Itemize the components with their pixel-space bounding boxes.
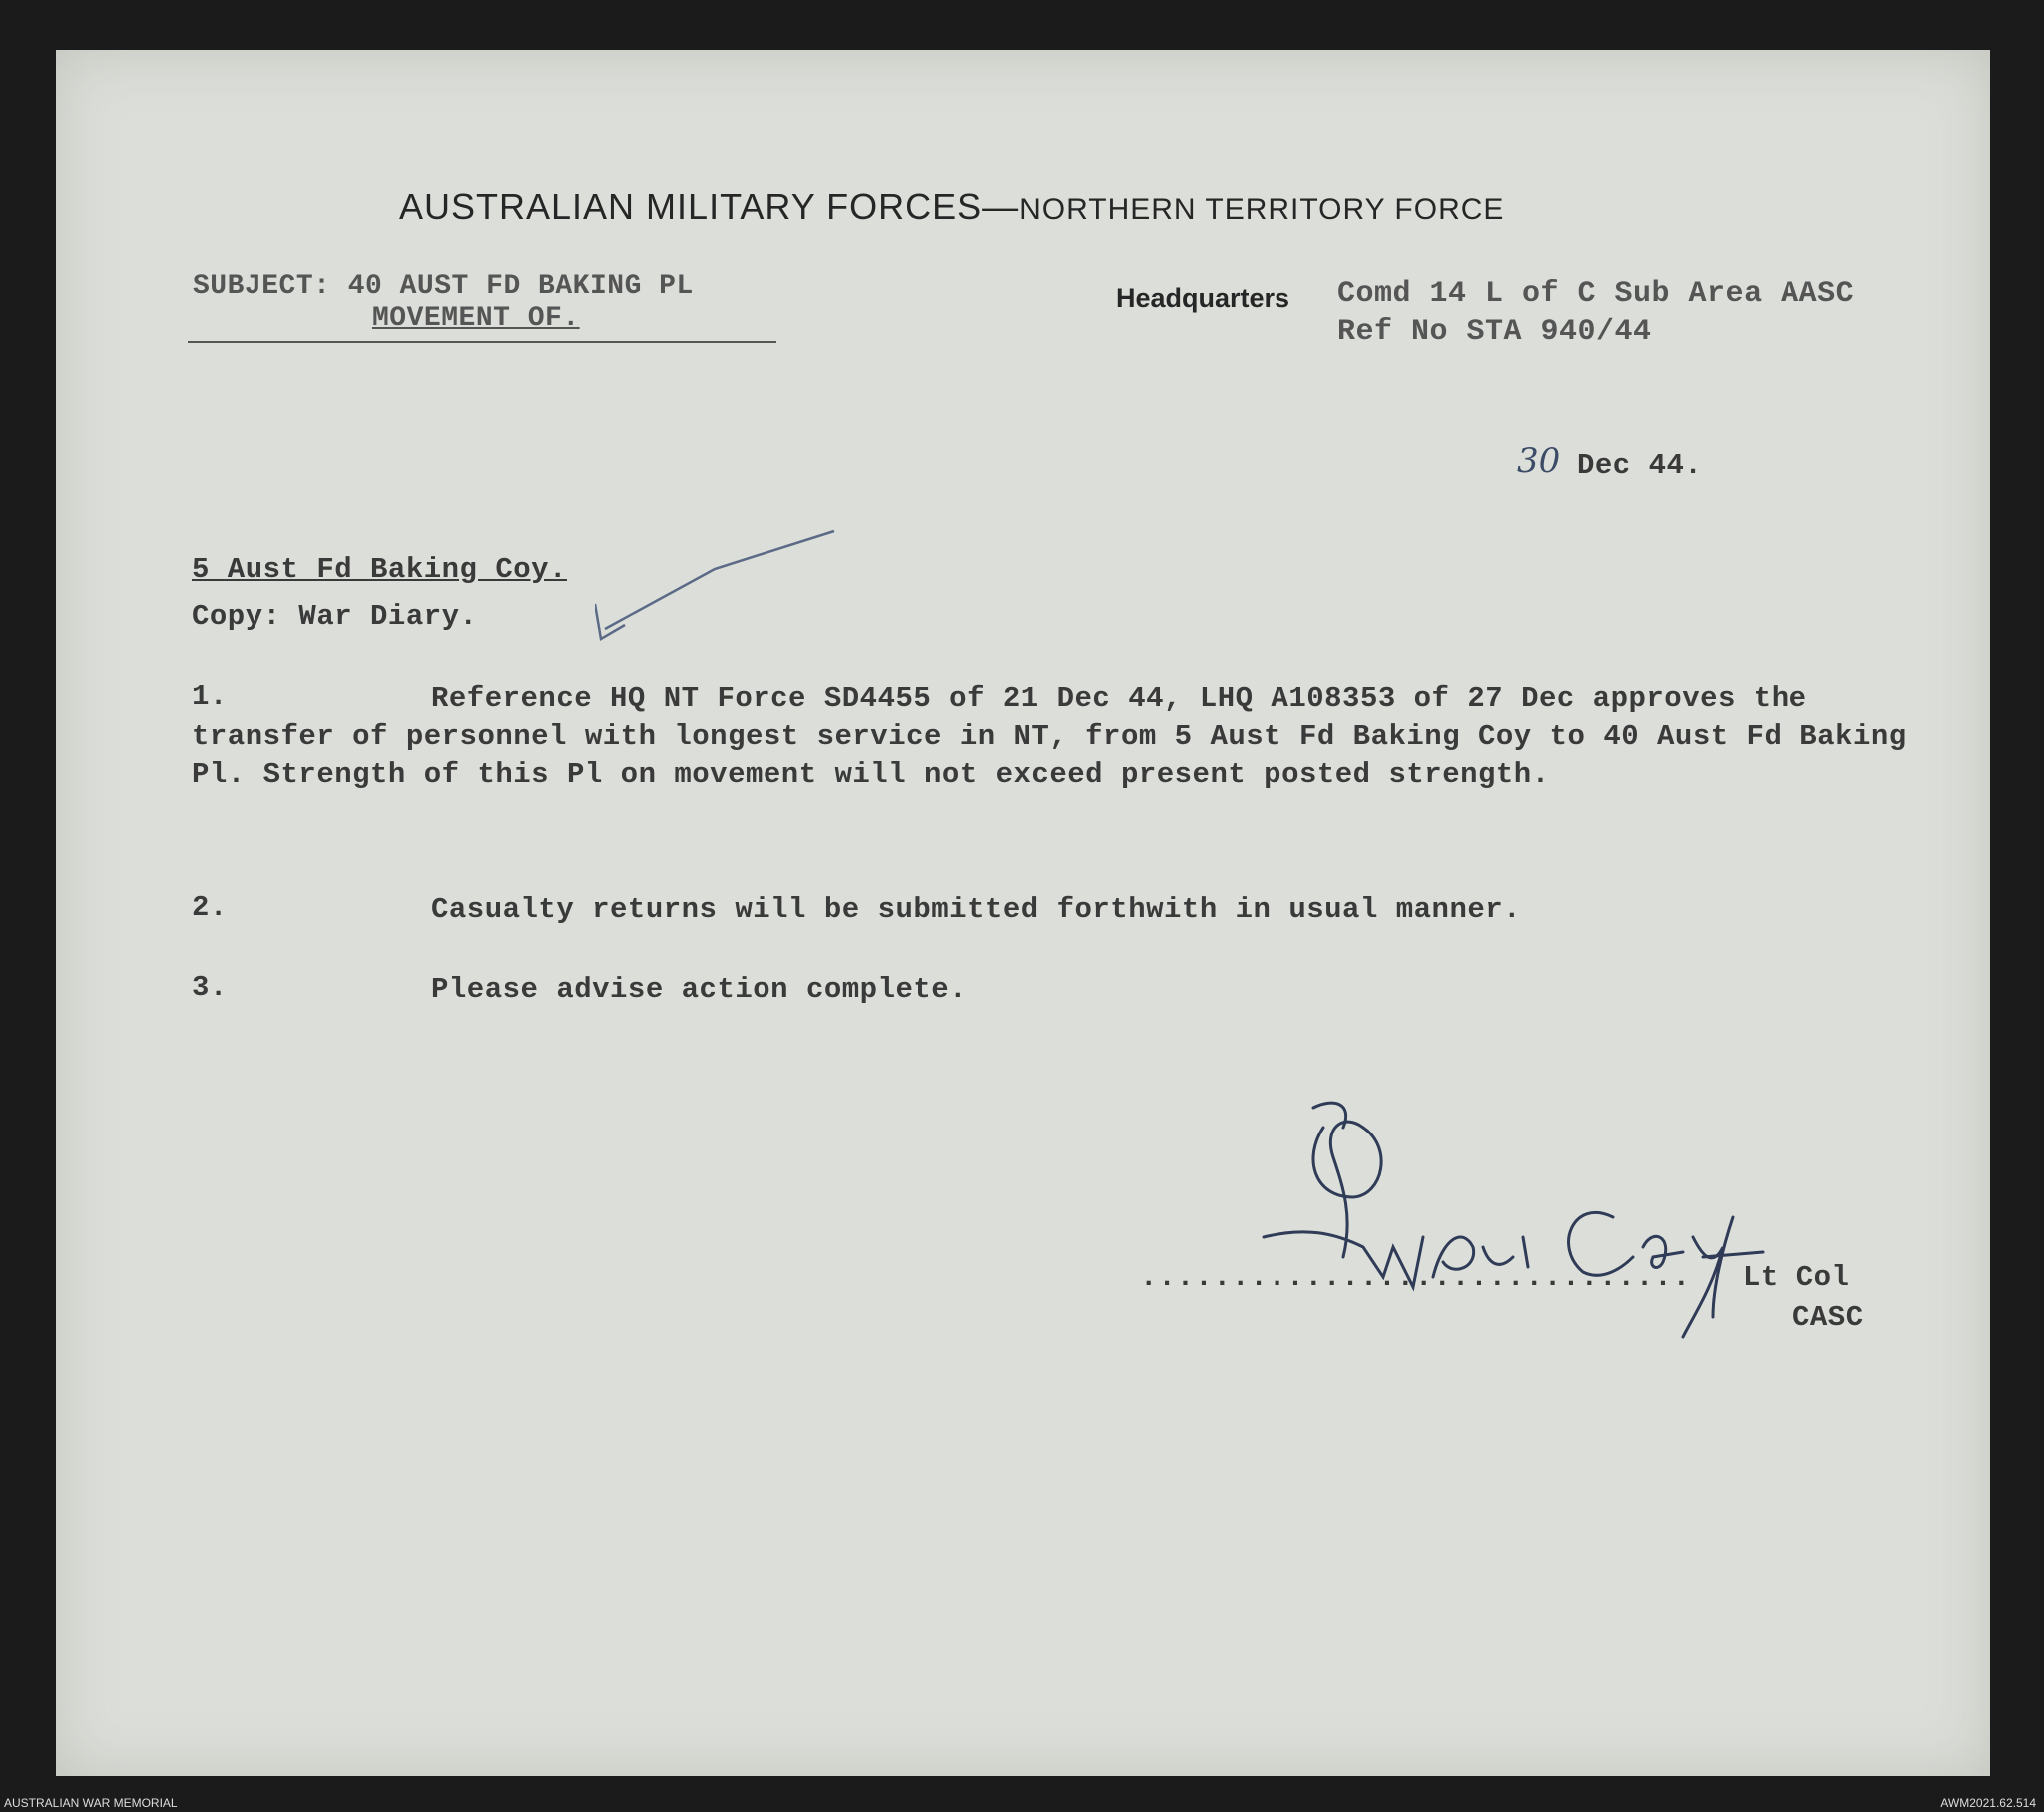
document-sheet	[56, 50, 1990, 1776]
typed-date: Dec 44.	[1577, 449, 1703, 482]
subject-line-2: MOVEMENT OF.	[372, 303, 580, 334]
paragraph-number: 1.	[192, 680, 228, 713]
headquarters-label: Headquarters	[1116, 283, 1290, 313]
subject-line-1: SUBJECT: 40 AUST FD BAKING PL	[193, 271, 694, 302]
paragraph-number: 2.	[192, 891, 228, 924]
letterhead	[399, 186, 1504, 227]
paragraph-text: Please advise action complete.	[431, 973, 968, 1006]
copy-to: Copy: War Diary.	[192, 600, 478, 633]
letterhead-main: AUSTRALIAN MILITARY FORCES	[399, 186, 983, 226]
headquarters-unit: Comd 14 L of C Sub Area AASC	[1337, 277, 1855, 311]
paragraph-number: 3.	[192, 971, 228, 1004]
paragraph-text: Casualty returns will be submitted forthwith in usual manner.	[431, 893, 1522, 926]
paragraph-text: Reference HQ NT Force SD4455 of 21 Dec 44, LHQ A108353 of 27 Dec approves the transfer of personnel with longest service in NT, from 5 Aust Fd Baking Coy to 40 Aust Fd Baking Pl. Strength of this Pl on movement will not exceed present posted strength.	[192, 682, 1907, 791]
check-mark-icon	[595, 529, 854, 649]
handwritten-date-day: 30	[1517, 441, 1561, 481]
headquarters-block	[1337, 275, 1854, 351]
letterhead-dash: —	[982, 186, 1020, 226]
signatory-unit: CASC	[1792, 1301, 1864, 1334]
subject-underline	[188, 341, 776, 343]
signature-line: ..............................	[1140, 1261, 1692, 1294]
signatory-rank: Lt Col	[1743, 1261, 1850, 1294]
reference-number: Ref No STA 940/44	[1337, 315, 1652, 349]
handwritten-signature	[1244, 1088, 1802, 1347]
archive-footer-right: AWM2021.62.514	[1940, 1796, 2036, 1810]
archive-footer-left: AUSTRALIAN WAR MEMORIAL	[4, 1796, 178, 1810]
subject-block	[193, 271, 694, 335]
addressee: 5 Aust Fd Baking Coy.	[192, 553, 567, 586]
letterhead-suffix: NORTHERN TERRITORY FORCE	[1019, 193, 1505, 226]
